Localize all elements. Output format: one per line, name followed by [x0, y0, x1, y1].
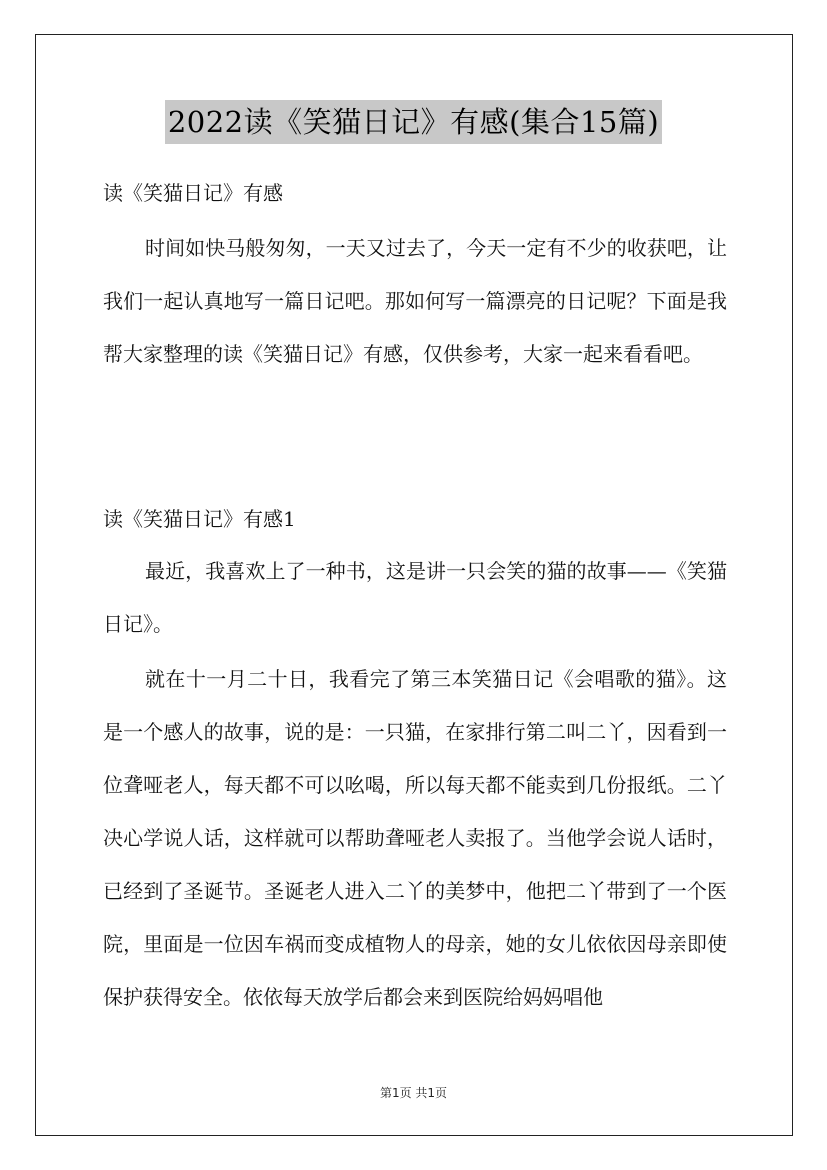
document-title: 2022读《笑猫日记》有感(集合15篇) [165, 100, 662, 144]
page-number-footer: 第1页 共1页 [379, 1086, 448, 1100]
section-heading-intro: 读《笑猫日记》有感 [103, 181, 283, 205]
title-container [0, 100, 827, 144]
section-heading-1: 读《笑猫日记》有感1 [103, 507, 296, 531]
section1-paragraph-2: 就在十一月二十日，我看完了第三本笑猫日记《会唱歌的猫》。这是一个感人的故事，说的是：一只猫，在家排行第二叫二丫，因看到一位聋哑老人，每天都不可以吆喝，所以每天都不能卖到几份报纸。二丫决心学说人话，这样就可以帮助聋哑老人卖报了。当他学会说人话时，已经到了圣诞节。圣诞老人进入二丫的美梦中，他把二丫带到了一个医院，里面是一位因车祸而变成植物人的母亲，她的女儿依依因母亲即使保护获得安全。依依每天放学后都会来到医院给妈妈唱他 [103, 667, 727, 1009]
intro-paragraph: 时间如快马般匆匆，一天又过去了，今天一定有不少的收获吧，让我们一起认真地写一篇日记吧。那如何写一篇漂亮的日记呢？下面是我帮大家整理的读《笑猫日记》有感，仅供参考，大家一起来看看吧。 [103, 236, 727, 366]
section1-paragraph-1: 最近，我喜欢上了一种书，这是讲一只会笑的猫的故事——《笑猫日记》。 [103, 559, 727, 636]
